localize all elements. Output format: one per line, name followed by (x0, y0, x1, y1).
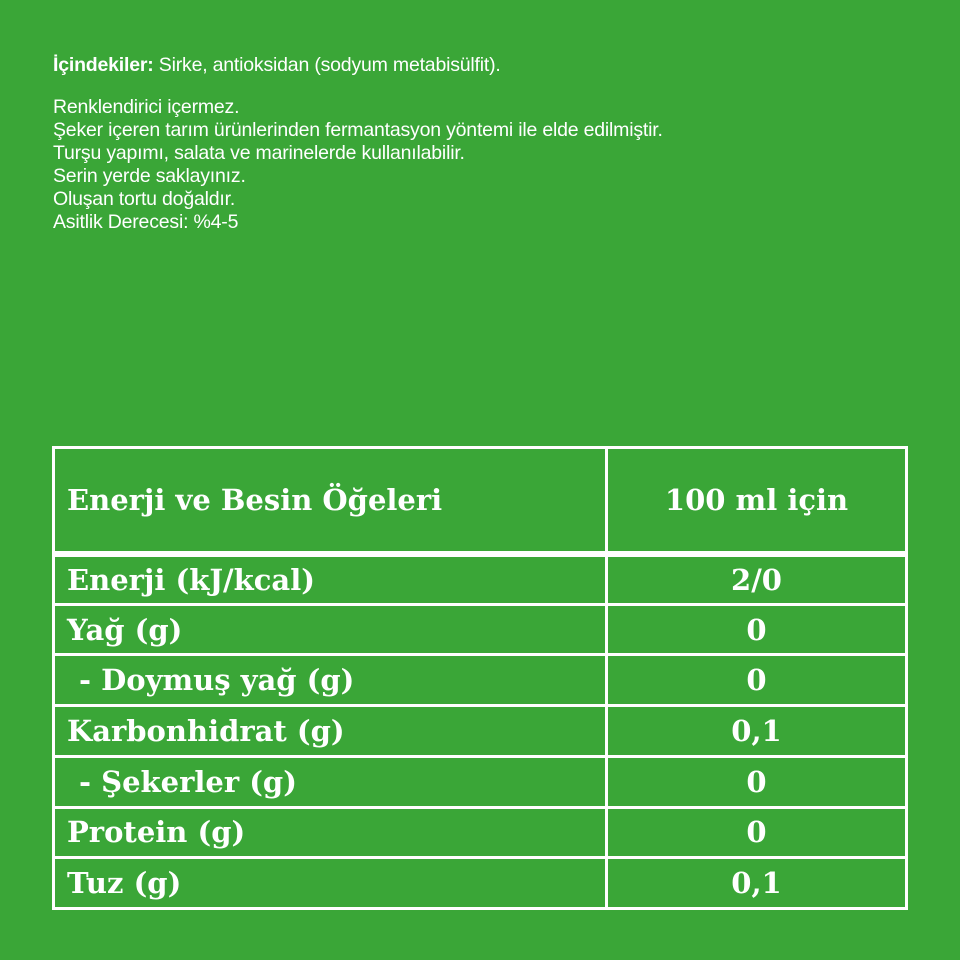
nutrient-label-carbohydrate: Karbonhidrat (g) (54, 706, 607, 757)
nutrient-value-saturated-fat: 0 (607, 655, 907, 706)
nutrient-value-carbohydrate: 0,1 (607, 706, 907, 757)
nutrition-header-label: Enerji ve Besin Öğeleri (54, 448, 607, 554)
info-line-usage: Turşu yapımı, salata ve marinelerde kullanılabilir. (53, 142, 465, 164)
nutrient-label-sugars: - Şekerler (g) (54, 756, 607, 807)
table-row (54, 655, 907, 706)
nutrient-value-fat: 0 (607, 604, 907, 655)
nutrient-label-saturated-fat: - Doymuş yağ (g) (54, 655, 607, 706)
table-row (54, 554, 907, 605)
nutrient-value-sugars: 0 (607, 756, 907, 807)
table-row (54, 706, 907, 757)
table-row (54, 807, 907, 858)
product-info (53, 54, 913, 234)
nutrition-header-row (54, 448, 907, 554)
nutrient-value-salt: 0,1 (607, 858, 907, 909)
nutrient-label-protein: Protein (g) (54, 807, 607, 858)
ingredients-text: Sirke, antioksidan (sodyum metabisülfit). (153, 54, 501, 76)
info-line-no-colorant: Renklendirici içermez. (53, 96, 240, 118)
nutrient-value-energy: 2/0 (607, 554, 907, 605)
nutrition-header-value: 100 ml için (607, 448, 907, 554)
nutrient-label-fat: Yağ (g) (54, 604, 607, 655)
nutrient-label-energy: Enerji (kJ/kcal) (54, 554, 607, 605)
nutrient-value-protein: 0 (607, 807, 907, 858)
info-line-acidity: Asitlik Derecesi: %4-5 (53, 211, 239, 233)
table-row (54, 858, 907, 909)
info-line-storage: Serin yerde saklayınız. (53, 165, 246, 187)
ingredients-line (53, 54, 913, 77)
nutrition-table (52, 446, 908, 910)
table-row (54, 604, 907, 655)
table-row (54, 756, 907, 807)
ingredients-label: İçindekiler: (53, 54, 154, 76)
nutrient-label-salt: Tuz (g) (54, 858, 607, 909)
info-line-fermentation: Şeker içeren tarım ürünlerinden fermantasyon yöntemi ile elde edilmiştir. (53, 119, 663, 141)
info-line-sediment: Oluşan tortu doğaldır. (53, 188, 236, 210)
